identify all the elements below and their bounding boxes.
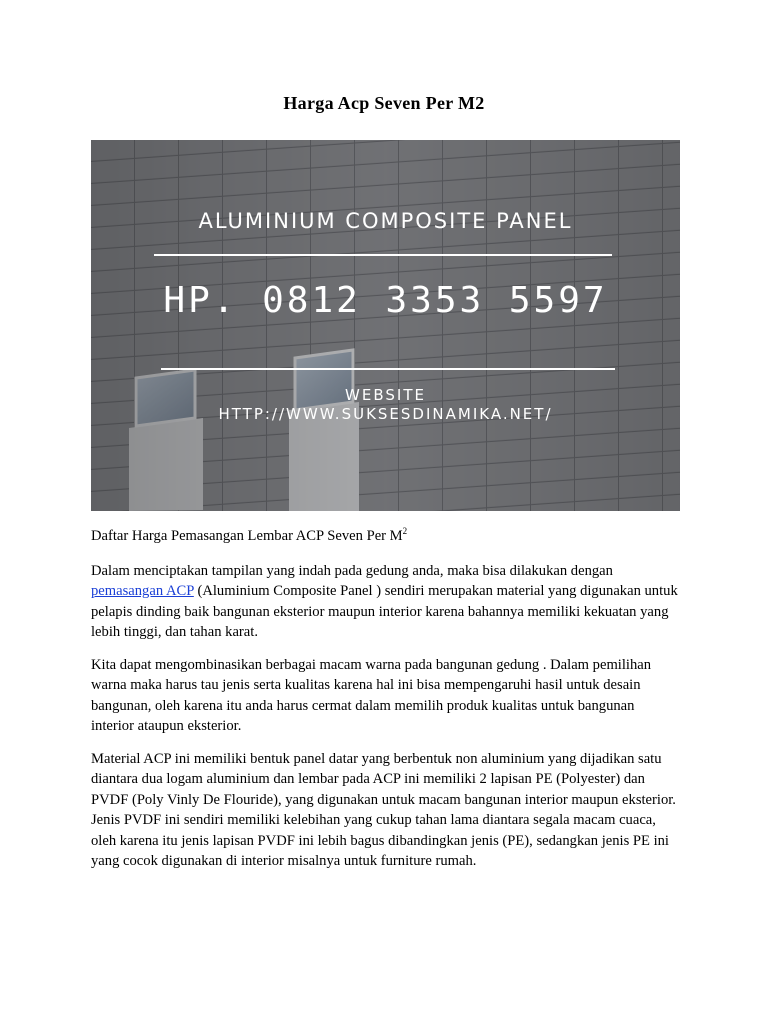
page-title: Harga Acp Seven Per M2 — [283, 93, 485, 113]
paragraph-1-rest: (Aluminium Composite Panel ) sendiri merupakan material yang digunakan untuk pelapis dinding baik bangunan eksterior maupun interior karena bahannya memiliki kekuatan yang lebih tinggi, dan tahan karat. — [91, 583, 678, 640]
banner-divider-top — [154, 254, 612, 256]
banner-phone: HP. 0812 3353 5597 — [163, 280, 608, 321]
banner-divider-bottom — [161, 368, 615, 370]
banner-website-url: HTTP://WWW.SUKSESDINAMIKA.NET/ — [218, 405, 553, 423]
paragraph-1-intro: Dalam menciptakan tampilan yang indah pada gedung anda, maka bisa dilakukan dengan — [91, 562, 613, 579]
banner-headline: ALUMINIUM COMPOSITE PANEL — [198, 209, 573, 233]
building-facade-illustration — [91, 140, 680, 511]
image-caption — [91, 526, 681, 547]
caption-superscript: 2 — [402, 526, 408, 536]
paragraph-2: Kita dapat mengombinasikan berbagai macam warna pada bangunan gedung . Dalam pemilihan warna maka harus tau jenis serta kualitas karena hal ini bisa mempengaruhi hasil untuk desain bangunan, oleh karena itu anda harus cermat dalam memilih produk kualitas untuk bangunan interior ataupun eksterior. — [91, 656, 652, 734]
banner-website-label: WEBSITE — [345, 386, 426, 404]
article-body — [91, 526, 681, 884]
banner-image — [91, 140, 680, 511]
paragraph-1 — [91, 561, 681, 643]
paragraph-3: Material ACP ini memiliki bentuk panel datar yang berbentuk non aluminium yang dijadikan satu diantara dua logam aluminium dan lembar pada ACP ini memiliki 2 lapisan PE (Polyester) dan PVDF (Poly Vinly De Flouride), yang digunakan untuk macam bangunan interior maupun eksterior. Jenis PVDF ini sendiri memiliki kelebihan yang cukup tahan lama diantara segala macam cuaca, oleh karena itu jenis lapisan PVDF ini lebih bagus dibandingkan jenis (PE), sedangkan jenis PE ini yang cocok digunakan di interior misalnya untuk furniture rumah. — [91, 750, 676, 869]
caption-text: Daftar Harga Pemasangan Lembar ACP Seven Per M — [91, 528, 403, 544]
pemasangan-acp-link[interactable]: pemasangan ACP — [91, 583, 194, 599]
